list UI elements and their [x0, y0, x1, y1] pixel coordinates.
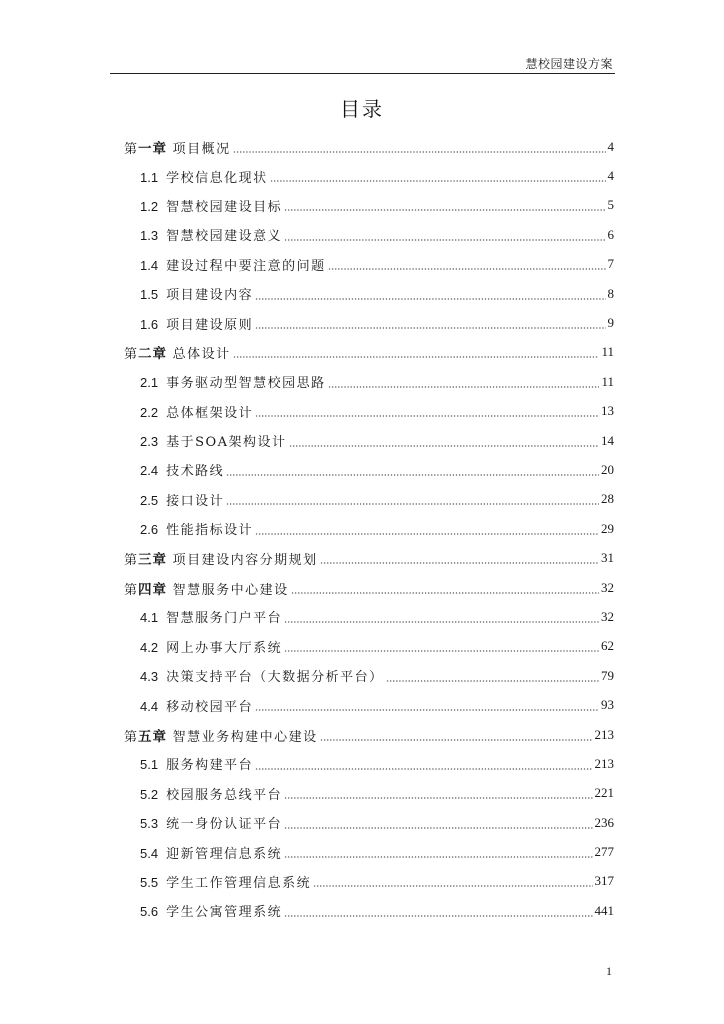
toc-section-entry[interactable]	[124, 485, 614, 514]
entry-title: 智慧服务门户平台	[166, 611, 283, 627]
dot-leader	[328, 386, 600, 388]
section-number: 2.4	[140, 463, 159, 479]
toc-section-entry[interactable]	[124, 690, 614, 719]
toc-section-entry[interactable]	[124, 426, 614, 455]
entry-page-number: 11	[601, 344, 614, 360]
toc-section-entry[interactable]	[124, 896, 614, 925]
toc-chapter-entry[interactable]	[124, 132, 614, 161]
dot-leader	[284, 915, 592, 917]
entry-title: 性能指标设计	[166, 523, 254, 539]
document-header-title: 慧校园建设方案	[525, 57, 613, 71]
toc-chapter-entry[interactable]	[124, 720, 614, 749]
entry-title: 学生公寓管理系统	[166, 905, 283, 921]
section-number: 2.3	[140, 434, 159, 450]
entry-page-number: 20	[601, 461, 614, 477]
toc-section-entry[interactable]	[124, 514, 614, 543]
entry-page-number: 28	[601, 491, 614, 507]
entry-title: 项目建设内容分期规划	[172, 553, 318, 569]
dot-leader	[255, 768, 592, 770]
section-number: 2.2	[140, 404, 159, 420]
dot-leader	[233, 356, 600, 358]
dot-leader	[255, 533, 599, 535]
dot-leader	[255, 415, 599, 417]
section-number: 1.3	[140, 228, 159, 244]
section-number: 1.2	[140, 198, 159, 214]
toc-entry-label	[124, 725, 318, 745]
entry-page-number: 11	[601, 373, 614, 389]
toc-entry-label	[140, 372, 326, 391]
toc-entry-label	[124, 548, 318, 568]
dot-leader	[284, 856, 592, 858]
entry-title: 项目概况	[172, 141, 231, 157]
toc-section-entry[interactable]	[124, 837, 614, 866]
dot-leader	[226, 474, 599, 476]
entry-title: 网上办事大厅系统	[166, 640, 283, 656]
toc-section-entry[interactable]	[124, 867, 614, 896]
entry-title: 项目建设原则	[166, 317, 254, 333]
dot-leader	[386, 680, 599, 682]
toc-entry-label	[140, 872, 311, 891]
toc-section-entry[interactable]	[124, 308, 614, 337]
entry-title: 基于SOA架构设计	[166, 435, 287, 451]
entry-title: 总体设计	[172, 347, 231, 363]
entry-page-number: 29	[601, 520, 614, 536]
entry-page-number: 93	[601, 697, 614, 713]
section-number: 5.5	[140, 874, 159, 890]
toc-heading: 目录	[340, 97, 384, 121]
chapter-number: 第三章	[124, 552, 168, 569]
toc-entry-label	[140, 843, 282, 862]
toc-section-entry[interactable]	[124, 632, 614, 661]
toc-chapter-entry[interactable]	[124, 338, 614, 367]
dot-leader	[284, 239, 605, 241]
entry-title: 总体框架设计	[166, 405, 254, 421]
dot-leader	[226, 503, 599, 505]
toc-entry-label	[140, 696, 253, 715]
toc-entry-label	[140, 196, 282, 215]
entry-page-number: 213	[594, 726, 614, 742]
entry-page-number: 13	[601, 403, 614, 419]
section-number: 5.6	[140, 904, 159, 920]
toc-entry-label	[140, 637, 282, 656]
dot-leader	[270, 180, 606, 182]
entry-title: 建设过程中要注意的问题	[166, 258, 326, 274]
entry-page-number: 31	[601, 550, 614, 566]
entry-page-number: 277	[594, 844, 614, 860]
toc-entry-label	[140, 431, 287, 450]
dot-leader	[291, 592, 599, 594]
toc-entry-label	[140, 754, 253, 773]
section-number: 5.1	[140, 757, 159, 773]
entry-page-number: 213	[594, 755, 614, 771]
section-number: 2.1	[140, 375, 159, 391]
entry-title: 技术路线	[166, 464, 225, 480]
toc-chapter-entry[interactable]	[124, 543, 614, 572]
toc-chapter-entry[interactable]	[124, 573, 614, 602]
entry-title: 智慧校园建设目标	[166, 199, 283, 215]
section-number: 4.3	[140, 669, 159, 685]
entry-title: 事务驱动型智慧校园思路	[166, 376, 326, 392]
toc-entry-label	[124, 342, 231, 362]
dot-leader	[284, 797, 592, 799]
toc-section-entry[interactable]	[124, 779, 614, 808]
dot-leader	[284, 827, 592, 829]
entry-page-number: 5	[607, 197, 614, 213]
toc-entry-label	[140, 813, 282, 832]
header-divider	[110, 73, 615, 74]
section-number: 2.6	[140, 522, 159, 538]
chapter-number: 第二章	[124, 346, 168, 363]
entry-title: 智慧业务构建中心建设	[172, 729, 318, 745]
entry-page-number: 317	[594, 873, 614, 889]
toc-entry-label	[140, 666, 384, 685]
entry-page-number: 9	[607, 315, 614, 331]
toc-entry-label	[140, 901, 282, 920]
section-number: 1.6	[140, 316, 159, 332]
toc-entry-label	[140, 314, 253, 333]
footer-page-number: 1	[606, 964, 612, 978]
entry-title: 统一身份认证平台	[166, 817, 283, 833]
entry-page-number: 4	[607, 168, 614, 184]
entry-title: 服务构建平台	[166, 758, 254, 774]
section-number: 1.1	[140, 169, 159, 185]
dot-leader	[284, 650, 599, 652]
entry-title: 接口设计	[166, 493, 225, 509]
section-number: 1.5	[140, 287, 159, 303]
toc-section-entry[interactable]	[124, 161, 614, 190]
toc-entry-label	[140, 519, 253, 538]
entry-page-number: 6	[607, 226, 614, 242]
entry-page-number: 62	[601, 638, 614, 654]
entry-page-number: 32	[601, 579, 614, 595]
dot-leader	[255, 709, 599, 711]
section-number: 5.2	[140, 786, 159, 802]
entry-page-number: 32	[601, 608, 614, 624]
toc-entry-label	[124, 578, 289, 598]
dot-leader	[320, 562, 599, 564]
section-number: 5.4	[140, 845, 159, 861]
toc-section-entry[interactable]	[124, 749, 614, 778]
toc-entry-label	[140, 167, 268, 186]
dot-leader	[328, 268, 606, 270]
entry-title: 移动校园平台	[166, 699, 254, 715]
entry-title: 迎新管理信息系统	[166, 846, 283, 862]
toc-section-entry[interactable]	[124, 191, 614, 220]
dot-leader	[284, 209, 605, 211]
entry-title: 校园服务总线平台	[166, 787, 283, 803]
toc-entry-label	[140, 255, 326, 274]
section-number: 2.5	[140, 492, 159, 508]
entry-page-number: 221	[594, 785, 614, 801]
toc-section-entry[interactable]	[124, 661, 614, 690]
chapter-number: 第一章	[124, 140, 168, 157]
toc-section-entry[interactable]	[124, 455, 614, 484]
entry-page-number: 79	[601, 667, 614, 683]
toc-section-entry[interactable]	[124, 808, 614, 837]
dot-leader	[284, 621, 599, 623]
section-number: 1.4	[140, 257, 159, 273]
entry-page-number: 441	[594, 902, 614, 918]
toc-entry-label	[140, 460, 224, 479]
toc-entry-label	[140, 402, 253, 421]
toc-section-entry[interactable]	[124, 279, 614, 308]
entry-title: 项目建设内容	[166, 288, 254, 304]
dot-leader	[233, 151, 606, 153]
entry-page-number: 236	[594, 814, 614, 830]
toc-section-entry[interactable]	[124, 397, 614, 426]
toc-entry-label	[124, 137, 231, 157]
entry-page-number: 14	[601, 432, 614, 448]
table-of-contents	[124, 132, 614, 926]
entry-title: 智慧服务中心建设	[172, 582, 289, 598]
entry-title: 智慧校园建设意义	[166, 229, 283, 245]
toc-entry-label	[140, 490, 224, 509]
section-number: 5.3	[140, 816, 159, 832]
entry-page-number: 7	[607, 256, 614, 272]
entry-title: 决策支持平台（大数据分析平台）	[166, 670, 384, 686]
dot-leader	[289, 445, 599, 447]
entry-page-number: 8	[607, 285, 614, 301]
toc-entry-label	[140, 607, 282, 626]
toc-section-entry[interactable]	[124, 602, 614, 631]
toc-section-entry[interactable]	[124, 250, 614, 279]
toc-section-entry[interactable]	[124, 367, 614, 396]
entry-title: 学生工作管理信息系统	[166, 875, 312, 891]
dot-leader	[320, 739, 593, 741]
section-number: 4.2	[140, 639, 159, 655]
entry-title: 学校信息化现状	[166, 170, 268, 186]
dot-leader	[313, 885, 592, 887]
chapter-number: 第五章	[124, 728, 168, 745]
dot-leader	[255, 327, 605, 329]
toc-entry-label	[140, 784, 282, 803]
section-number: 4.1	[140, 610, 159, 626]
entry-page-number: 4	[607, 138, 614, 154]
toc-entry-label	[140, 225, 282, 244]
chapter-number: 第四章	[124, 581, 168, 598]
toc-section-entry[interactable]	[124, 220, 614, 249]
section-number: 4.4	[140, 698, 159, 714]
toc-entry-label	[140, 284, 253, 303]
dot-leader	[255, 298, 605, 300]
